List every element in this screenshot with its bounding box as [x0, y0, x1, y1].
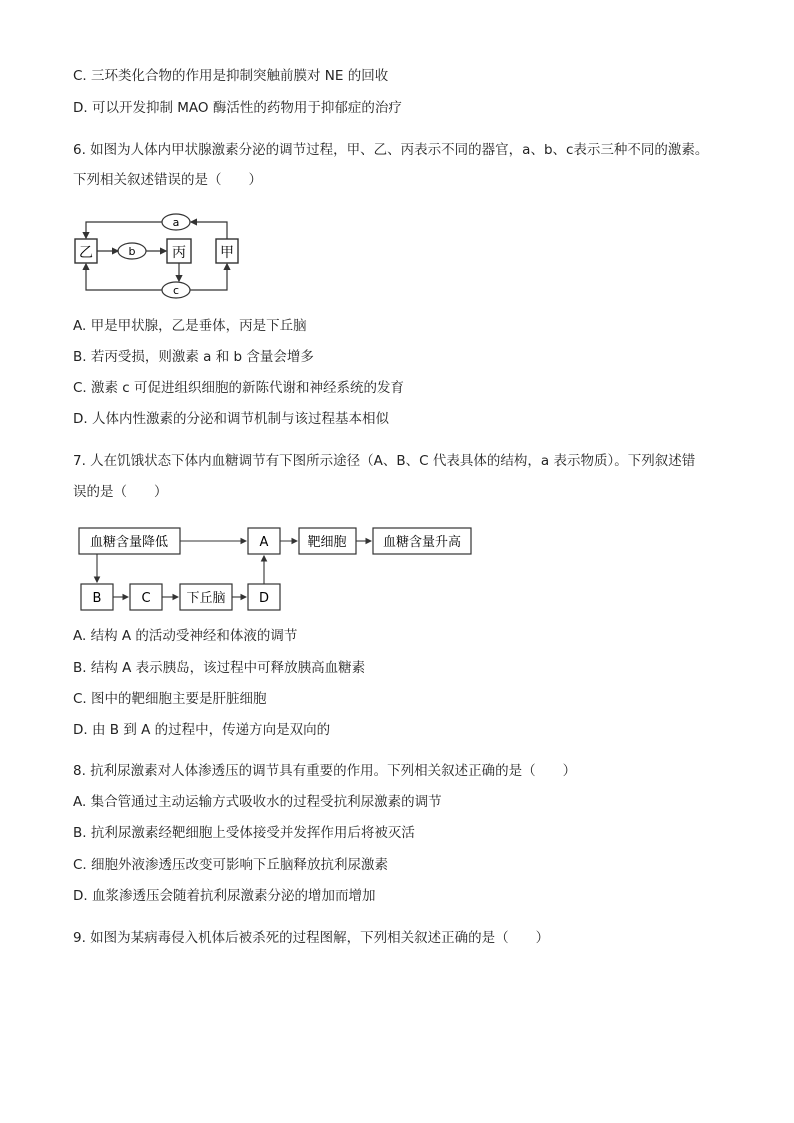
q9-stem: 9. 如图为某病毒侵入机体后被杀死的过程图解，下列相关叙述正确的是（ ） [73, 930, 550, 946]
q6-stem-line1: 6. 如图为人体内甲状腺激素分泌的调节过程，甲、乙、丙表示不同的器官，a、b、c表示三种不同的激素。 [73, 142, 709, 158]
q6-option-b: B. 若丙受损，则激素 a 和 b 含量会增多 [73, 349, 314, 365]
q7-option-b: B. 结构 A 表示胰岛，该过程中可释放胰高血糖素 [73, 660, 366, 676]
q6-stem-line2: 下列相关叙述错误的是（ ） [73, 172, 262, 188]
q6-box-yi-label: 乙 [79, 245, 93, 261]
q8-stem: 8. 抗利尿激素对人体渗透压的调节具有重要的作用。下列相关叙述正确的是（ ） [73, 763, 577, 779]
q7-stem-line1: 7. 人在饥饿状态下体内血糖调节有下图所示途径（A、B、C 代表具体的结构，a 表示物质）。下列叙述错 [73, 453, 696, 469]
q6-option-a: A. 甲是甲状腺，乙是垂体，丙是下丘脑 [73, 318, 307, 334]
q7-box-d-label: D [258, 591, 270, 606]
q7-option-c: C. 图中的靶细胞主要是肝脏细胞 [73, 691, 267, 707]
q7-blood-glucose-diagram [76, 524, 476, 614]
q6-arrow-a-to-yi [86, 222, 162, 238]
q8-option-c: C. 细胞外液渗透压改变可影响下丘脑释放抗利尿激素 [73, 857, 389, 873]
q6-option-d: D. 人体内性激素的分泌和调节机制与该过程基本相似 [73, 411, 389, 427]
q6-arrow-c-to-jia [190, 264, 227, 290]
q7-box-hypothalamus-label: 下丘脑 [186, 591, 226, 606]
q8-option-b: B. 抗利尿激素经靶细胞上受体接受并发挥作用后将被灭活 [73, 825, 415, 841]
q7-box-high-glucose-label: 血糖含量升高 [382, 535, 462, 550]
q5-option-d: D. 可以开发抑制 MAO 酶活性的药物用于抑郁症的治疗 [73, 100, 402, 116]
q6-box-bing-label: 丙 [172, 245, 186, 261]
q6-thyroid-regulation-diagram [70, 208, 250, 302]
q6-hormone-b-label: b [128, 245, 136, 258]
q7-box-c-label: C [141, 591, 151, 606]
q5-option-c: C. 三环类化合物的作用是抑制突触前膜对 NE 的回收 [73, 68, 389, 84]
q8-option-d: D. 血浆渗透压会随着抗利尿激素分泌的增加而增加 [73, 888, 376, 904]
q7-box-a-label: A [259, 535, 269, 550]
q7-option-d: D. 由 B 到 A 的过程中，传递方向是双向的 [73, 722, 331, 738]
q7-option-a: A. 结构 A 的活动受神经和体液的调节 [73, 628, 298, 644]
q6-hormone-a-label: a [172, 216, 180, 229]
q7-box-low-glucose-label: 血糖含量降低 [89, 535, 169, 550]
q8-option-a: A. 集合管通过主动运输方式吸收水的过程受抗利尿激素的调节 [73, 794, 442, 810]
q7-box-b-label: B [92, 591, 102, 606]
q6-arrow-jia-to-a [191, 222, 227, 239]
q6-option-c: C. 激素 c 可促进组织细胞的新陈代谢和神经系统的发育 [73, 380, 405, 396]
q6-box-jia-label: 甲 [220, 245, 234, 261]
q6-hormone-c-label: c [172, 284, 180, 297]
q7-box-target-label: 靶细胞 [307, 535, 347, 550]
q7-stem-line2: 误的是（ ） [73, 484, 168, 500]
q6-arrow-c-to-yi [86, 264, 162, 290]
